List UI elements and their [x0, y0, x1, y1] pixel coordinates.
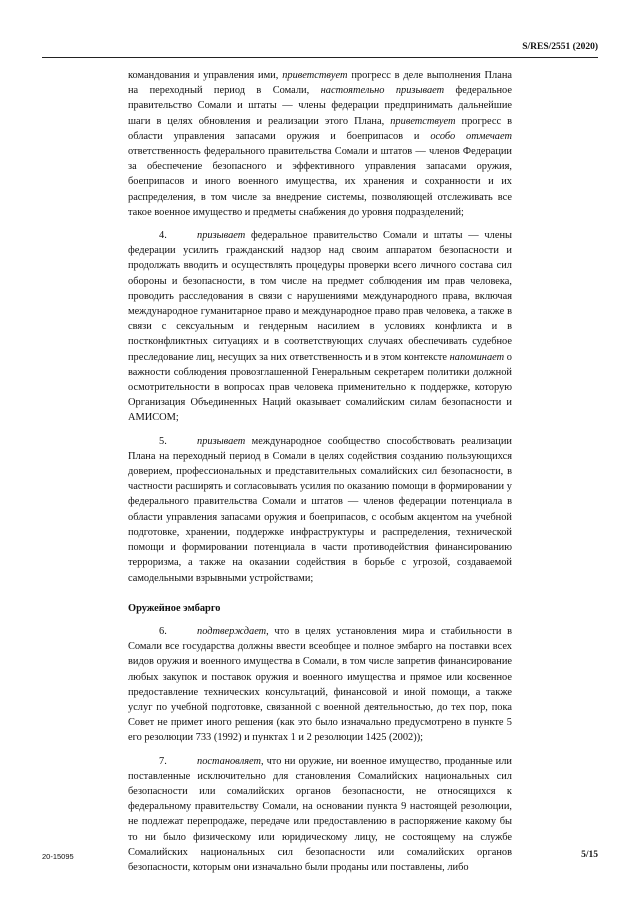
- page-number: 5/15: [581, 850, 598, 860]
- paragraph-continuation: командования и управления ими, приветствует прогресс в деле выполнения Плана на переходный период в Сомали, настоятельно призывает федеральное правительство Сомали и штаты — члены федерации предпринимать дальнейшие шаги в целях обновления и реализации этого Плана, приветствует прогресс в области управления запасами оружия и боеприпасов и особо отмечает ответственность федерального правительства Сомали и штатов — членов Федерации за обеспечение безопасного и эффективного управления запасами оружия, боеприпасов и иного военного имущества, их хранения и сохранности и их распределения, в том числе за внедрение системы, позволяющей отслеживать все такое военное имущество и предметы снабжения до уровня подразделений;: [128, 70, 512, 218]
- doc-code: 20-15095: [42, 852, 74, 861]
- paragraph-7: 7. постановляет, что ни оружие, ни военное имущество, проданные или поставленные исключительно для становления Сомалийских национальных сил безопасности или сомалийских органов безопасности, не относящихся к федеральному правительству Сомали, на основании пункта 9 настоящей резолюции, не подлежат перепродаже, передаче или предоставлению в распоряжение какому бы то ни было физическому или юридическому лицу, не состоящему на службе Сомалийских национальных сил безопасности или сомалийских органов безопасности, которым они изначально были проданы или поставлены, либо: [128, 755, 512, 873]
- paragraph-6: 6. подтверждает, что в целях установления мира и стабильности в Сомали все государства должны ввести всеобщее и полное эмбарго на поставки всех видов оружия и военного имущества в Сомали, в том числе запретив финансирование любых закупок и поставок оружия и военного имущества и прямое или косвенное предоставление технических консультаций, финансовой и иной помощи, а также услуг по учебной подготовке, связанной с военной деятельностью, до тех пор, пока Совет не примет иного решения (как это было изначально предусмотрено в пункте 5 его резолюции 733 (1992) и пунктах 1 и 2 резолюции 1425 (2002));: [128, 625, 512, 744]
- document-body: [128, 68, 512, 883]
- section-title: Оружейное эмбарго: [128, 602, 221, 614]
- paragraph-number: 5.: [159, 435, 167, 447]
- paragraph-number: 6.: [159, 625, 167, 637]
- paragraph-number: 4.: [159, 230, 167, 242]
- paragraph-5: 5. призывает международное сообщество способствовать реализации Плана на переходный период в Сомали в целях содействия созданию пользующихся доверием, профессиональных и представительных сомалийских сил безопасности, в частности расширять и согласовывать усилия по оказанию помощи в формировании у федерального правительства Сомали и штатов — членов федерации потенциала в области управления запасами оружия и боеприпасов, с особым акцентом на учебной подготовке, хранении, поддержке инфраструктуры и распределения, технической помощи и формировании потенциала в части противодействия финансированию терроризма, а также на оказании содействия в борьбе с угрозой, создаваемой самодельными взрывными устройствами;: [128, 435, 512, 584]
- paragraph-4: 4. призывает федеральное правительство Сомали и штаты — члены федерации усилить гражданский надзор над своим аппаратом безопасности и продолжать вводить и осуществлять процедуры проверки всего личного состава сил обороны и безопасности, в том числе на предмет соблюдения им прав человека, проводить расследования в связи с нарушениями международного права, включая международное гуманитарное право и международное право прав человека, а также в связи с сексуальным и гендерным насилием в условиях конфликта и в постконфликтных ситуациях и в соответствующих случаях обеспечивать судебное преследование лиц, несущих за них ответственность и в этом контексте напоминает о важности соблюдения провозглашенной Генеральным секретарем политики должной осмотрительности в вопросах прав человека применительно к поддержке, которую Организация Объединенных Наций оказывает сомалийским силам безопасности и АМИСОМ;: [128, 230, 513, 424]
- page-header: S/RES/2551 (2020): [522, 42, 598, 52]
- paragraph-number: 7.: [159, 755, 167, 767]
- header-rule: [42, 57, 598, 58]
